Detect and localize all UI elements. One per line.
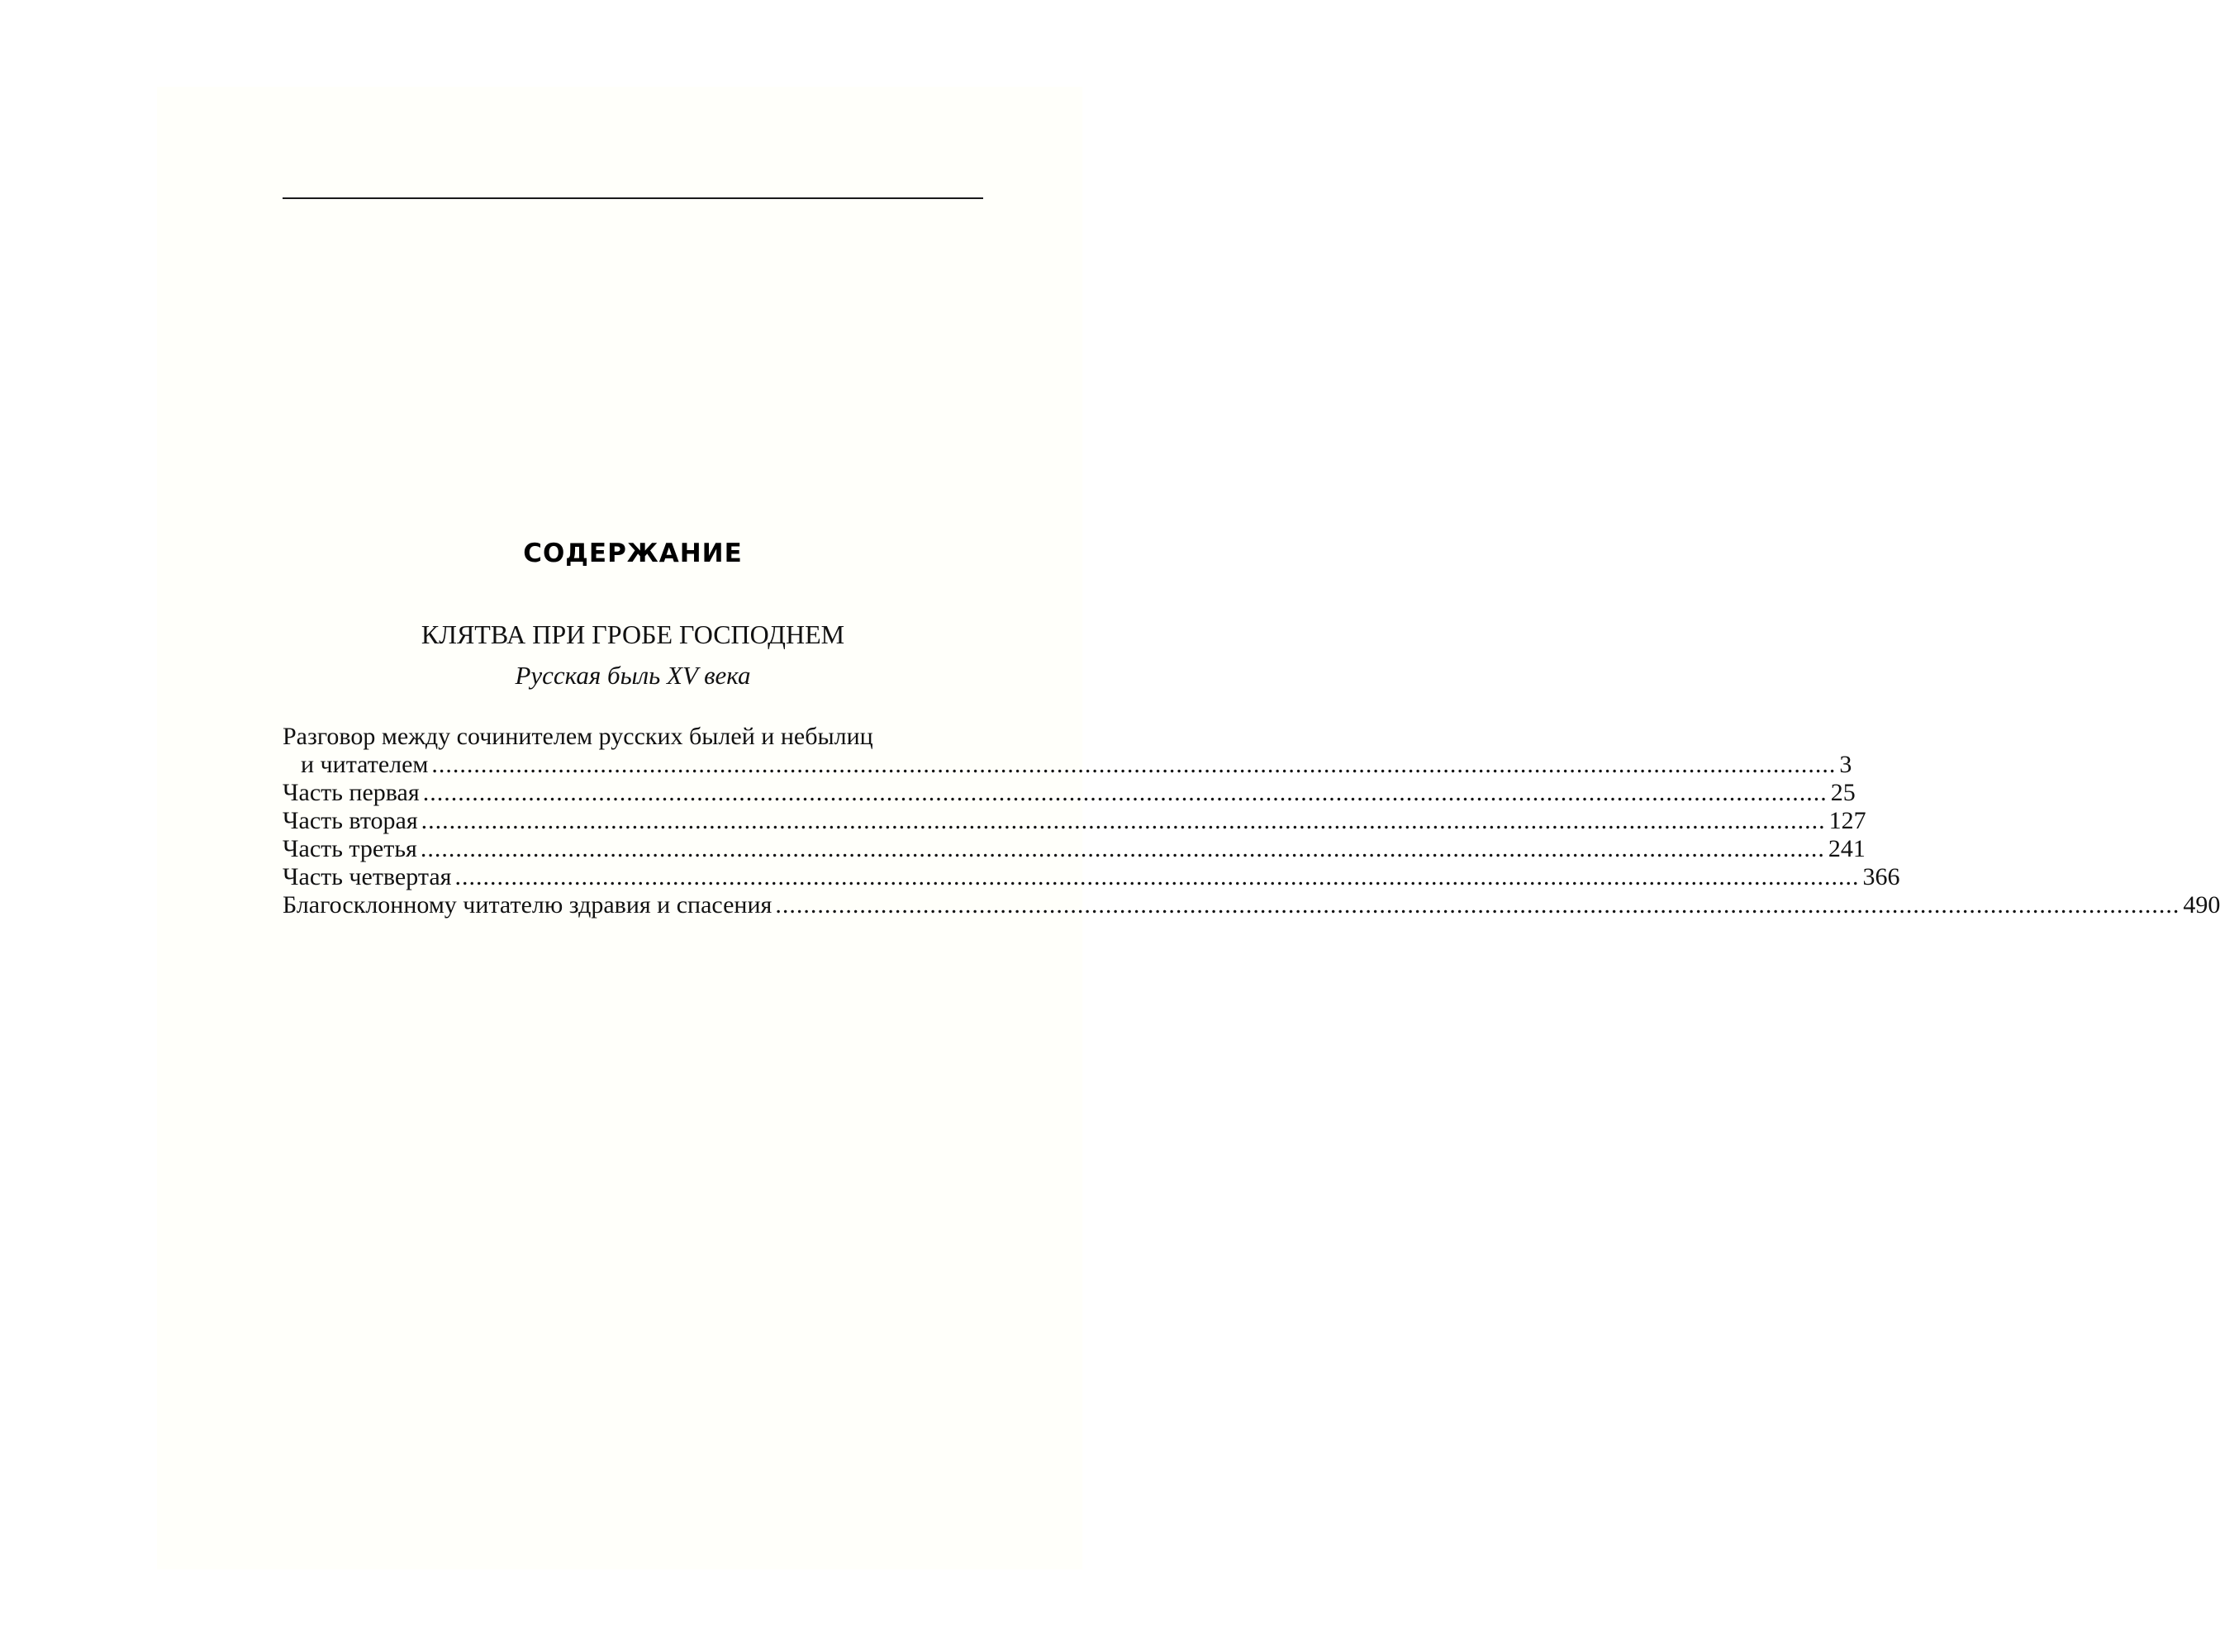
dot-leader: ........................................................................................................................................................................................................ (422, 779, 1828, 806)
toc-entry-title-continued: и читателем (301, 751, 429, 778)
dot-leader: ........................................................................................................................................................................................................ (420, 835, 1825, 862)
toc-entry-afterword (283, 891, 2220, 919)
toc-page-number: 366 (1862, 863, 1900, 890)
toc-list (283, 723, 2220, 919)
toc-page-number: 25 (1830, 779, 1856, 806)
toc-entry-title: Часть четвертая (283, 863, 452, 890)
toc-entry-title: Часть третья (283, 835, 417, 862)
top-rule (283, 197, 983, 199)
toc-entry-part-1 (283, 779, 1856, 807)
toc-entry-title: Часть первая (283, 779, 420, 806)
table-of-contents (283, 529, 2220, 919)
work-title: КЛЯТВА ПРИ ГРОБЕ ГОСПОДНЕМ (421, 620, 845, 649)
dot-leader: ........................................................................................................................................................................................................ (431, 751, 1837, 778)
toc-entry-title: Часть вторая (283, 807, 418, 834)
toc-page-number: 127 (1828, 807, 1866, 834)
toc-page-number: 490 (2183, 891, 2220, 919)
toc-entry-part-3 (283, 835, 1866, 863)
toc-entry-title: Разговор между сочинителем русских былей и небылиц (283, 723, 873, 750)
dot-leader: ........................................................................................................................................................................................................ (454, 863, 1860, 890)
toc-page-number: 3 (1839, 751, 1852, 778)
work-subtitle: Русская быль XV века (515, 661, 751, 690)
toc-entry-part-2 (283, 807, 1866, 835)
dot-leader: ........................................................................................................................................................................................................ (421, 807, 1826, 834)
toc-entry-conversation (283, 723, 1852, 779)
toc-entry-part-4 (283, 863, 1900, 891)
dot-leader: ........................................................................................................................................................................................................ (775, 891, 2180, 919)
toc-page-number: 241 (1828, 835, 1866, 862)
toc-entry-title: Благосклонному читателю здравия и спасения (283, 891, 772, 919)
contents-heading: СОДЕРЖАНИЕ (523, 539, 743, 568)
